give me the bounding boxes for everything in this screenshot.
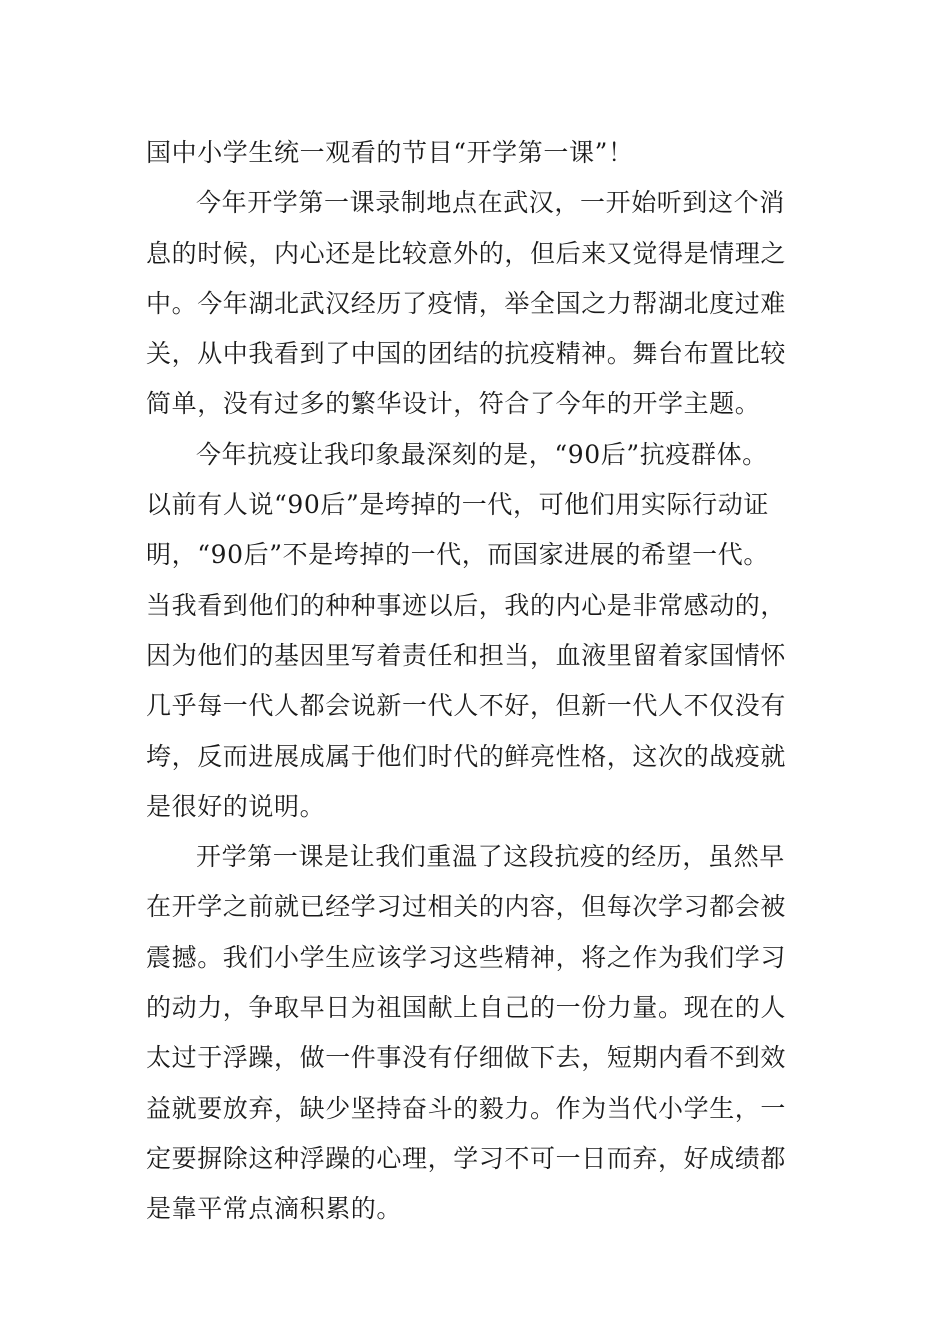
document-body xyxy=(146,128,810,1235)
text-line: 震撼。我们小学生应该学习这些精神，将之作为我们学习 xyxy=(146,942,787,972)
text-line: 国中小学生统一观看的节目“开学第一课”！ xyxy=(146,138,634,167)
text-line: 益就要放弃，缺少坚持奋斗的毅力。作为当代小学生，一 xyxy=(146,1093,787,1123)
text-line: 息的时候，内心还是比较意外的，但后来又觉得是情理之 xyxy=(146,238,787,268)
text-line: 几乎每一代人都会说新一代人不好，但新一代人不仅没有 xyxy=(146,691,787,721)
text-line: 因为他们的基因里写着责任和担当，血液里留着家国情怀 xyxy=(146,640,787,670)
text-line: 当我看到他们的种种事迹以后，我的内心是非常感动的， xyxy=(146,590,787,620)
text-line: 的动力，争取早日为祖国献上自己的一份力量。现在的人 xyxy=(146,993,787,1023)
text-line: 简单，没有过多的繁华设计，符合了今年的开学主题。 xyxy=(146,389,761,419)
text-line: 中。今年湖北武汉经历了疫情，举全国之力帮湖北度过难 xyxy=(146,288,787,318)
text-line: 是很好的说明。 xyxy=(146,791,326,821)
text-line: 定要摒除这种浮躁的心理，学习不可一日而弃，好成绩都 xyxy=(146,1143,787,1173)
text-line: 垮，反而进展成属于他们时代的鲜亮性格，这次的战疫就 xyxy=(146,741,787,771)
text-line: 是靠平常点滴积累的。 xyxy=(146,1194,403,1224)
text-line: 今年开学第一课录制地点在武汉，一开始听到这个消 xyxy=(196,188,785,218)
text-line: 太过于浮躁，做一件事没有仔细做下去，短期内看不到效 xyxy=(146,1043,787,1073)
text-line: 以前有人说“90后”是垮掉的一代，可他们用实际行动证 xyxy=(146,490,769,520)
text-line: 开学第一课是让我们重温了这段抗疫的经历，虽然早 xyxy=(196,842,785,872)
text-line: 今年抗疫让我印象最深刻的是，“90后”抗疫群体。 xyxy=(196,439,768,469)
text-line: 关，从中我看到了中国的团结的抗疫精神。舞台布置比较 xyxy=(146,339,787,369)
text-line: 明，“90后”不是垮掉的一代，而国家进展的希望一代。 xyxy=(146,540,769,570)
text-line: 在开学之前就已经学习过相关的内容，但每次学习都会被 xyxy=(146,892,787,922)
